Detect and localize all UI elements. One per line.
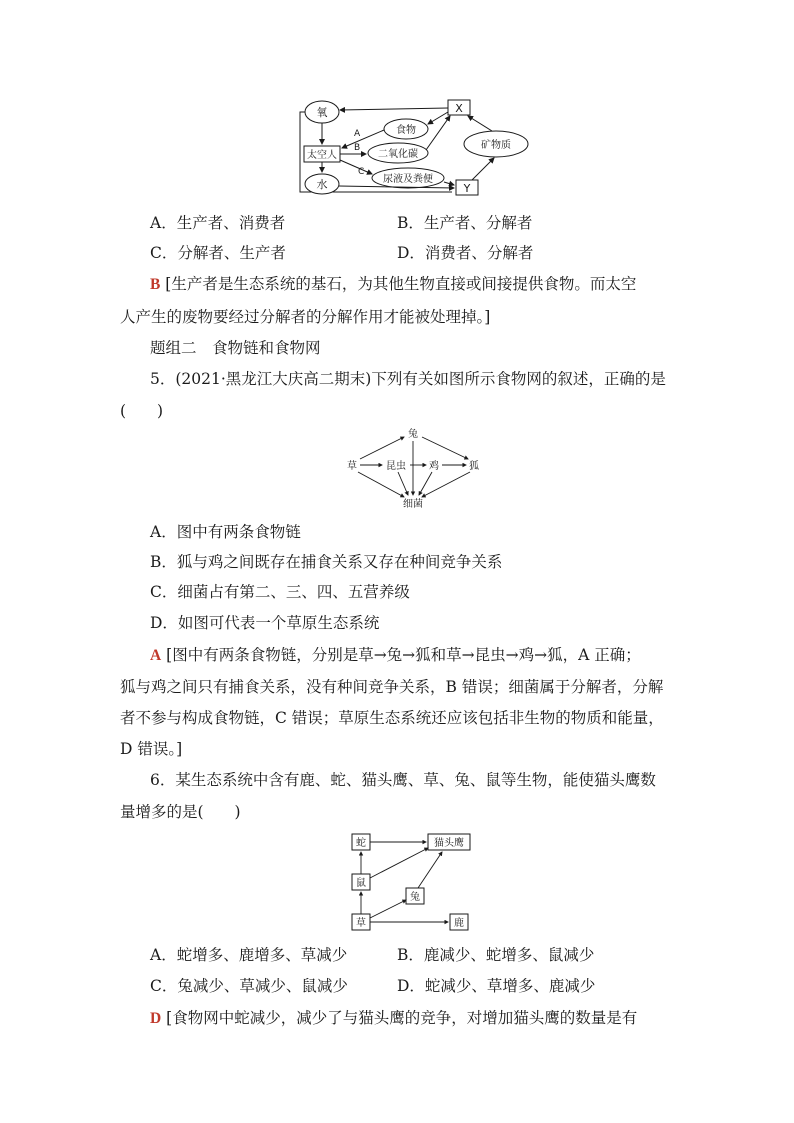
q6-option-b: B．鹿减少、蛇增多、鼠减少 [397, 946, 595, 964]
q5-option-c: C．细菌占有第二、三、四、五营养级 [150, 583, 410, 601]
q4-explanation: B [生产者是生态系统的基石，为其他生物直接或间接提供食物。而太空 [150, 275, 637, 293]
node-water: 水 [316, 178, 328, 191]
q5-explanation-3: 者不参与构成食物链，C 错误；草原生态系统还应该包括非生物的物质和能量， [120, 709, 664, 727]
q4-answer: B [150, 276, 161, 293]
space-ecosystem-diagram [296, 98, 536, 198]
node-fox: 狐 [469, 461, 479, 472]
q4-option-a: A．生产者、消费者 [150, 214, 286, 232]
node-grass: 草 [347, 461, 357, 472]
node-bacteria: 细菌 [403, 499, 423, 510]
q6-stem: 6．某生态系统中含有鹿、蛇、猫头鹰、草、兔、鼠等生物，能使猫头鹰数 [150, 771, 656, 789]
node-chicken: 鸡 [429, 461, 439, 472]
q4-explanation-cont: 人产生的废物要经过分解者的分解作用才能被处理掉。] [120, 308, 491, 326]
node-minerals: 矿物质 [481, 140, 511, 151]
owl-food-web-diagram [350, 832, 480, 934]
node-y: Y [463, 182, 471, 195]
node-rabbit-q6: 兔 [410, 892, 420, 903]
q5-option-d: D．如图可代表一个草原生态系统 [150, 614, 380, 632]
q5-explanation: A [图中有两条食物链，分别是草→兔→狐和草→昆虫→鸡→狐，A 正确； [150, 646, 641, 664]
node-snake: 蛇 [356, 838, 366, 849]
node-oxygen: 氧 [316, 106, 328, 119]
node-x: X [455, 102, 463, 115]
node-insect: 昆虫 [386, 461, 406, 472]
node-urine: 尿液及粪便 [383, 174, 433, 185]
section-title: 题组二 食物链和食物网 [150, 339, 321, 357]
q4-option-d: D．消费者、分解者 [397, 244, 534, 262]
q4-option-c: C．分解者、生产者 [150, 244, 286, 262]
q5-answer: A [150, 647, 162, 664]
q6-option-c: C．兔减少、草减少、鼠减少 [150, 977, 348, 995]
node-co2: 二氧化碳 [378, 149, 418, 160]
label-b: B [354, 143, 361, 153]
q5-explanation-2: 狐与鸡之间只有捕食关系，没有种间竞争关系，B 错误；细菌属于分解者，分解 [120, 678, 664, 696]
q6-explanation: D [食物网中蛇减少，减少了与猫头鹰的竞争，对增加猫头鹰的数量是有 [150, 1009, 638, 1027]
q5-stem-blank: ( ) [120, 402, 164, 420]
q6-option-a: A．蛇增多、鹿增多、草减少 [150, 946, 348, 964]
q5-explanation-4: D 错误。] [120, 740, 183, 758]
q4-option-b: B．生产者、分解者 [397, 214, 533, 232]
node-food: 食物 [396, 125, 416, 136]
node-astronaut: 太空人 [307, 150, 337, 161]
q5-option-a: A．图中有两条食物链 [150, 523, 301, 541]
q6-answer: D [150, 1010, 162, 1027]
q6-stem-2: 量增多的是( ) [120, 803, 241, 821]
q5-option-b: B．狐与鸡之间既存在捕食关系又存在种间竞争关系 [150, 553, 503, 571]
node-owl: 猫头鹰 [434, 838, 464, 849]
q5-stem: 5．(2021·黑龙江大庆高二期末)下列有关如图所示食物网的叙述，正确的是 [150, 370, 666, 388]
node-grass-q6: 草 [356, 918, 366, 929]
node-rabbit: 兔 [408, 429, 418, 440]
label-c: C [358, 167, 365, 177]
node-mouse: 鼠 [356, 878, 366, 889]
node-deer: 鹿 [454, 918, 464, 929]
q6-option-d: D．蛇减少、草增多、鹿减少 [397, 977, 596, 995]
label-a: A [354, 129, 361, 139]
food-web-diagram [340, 425, 490, 511]
